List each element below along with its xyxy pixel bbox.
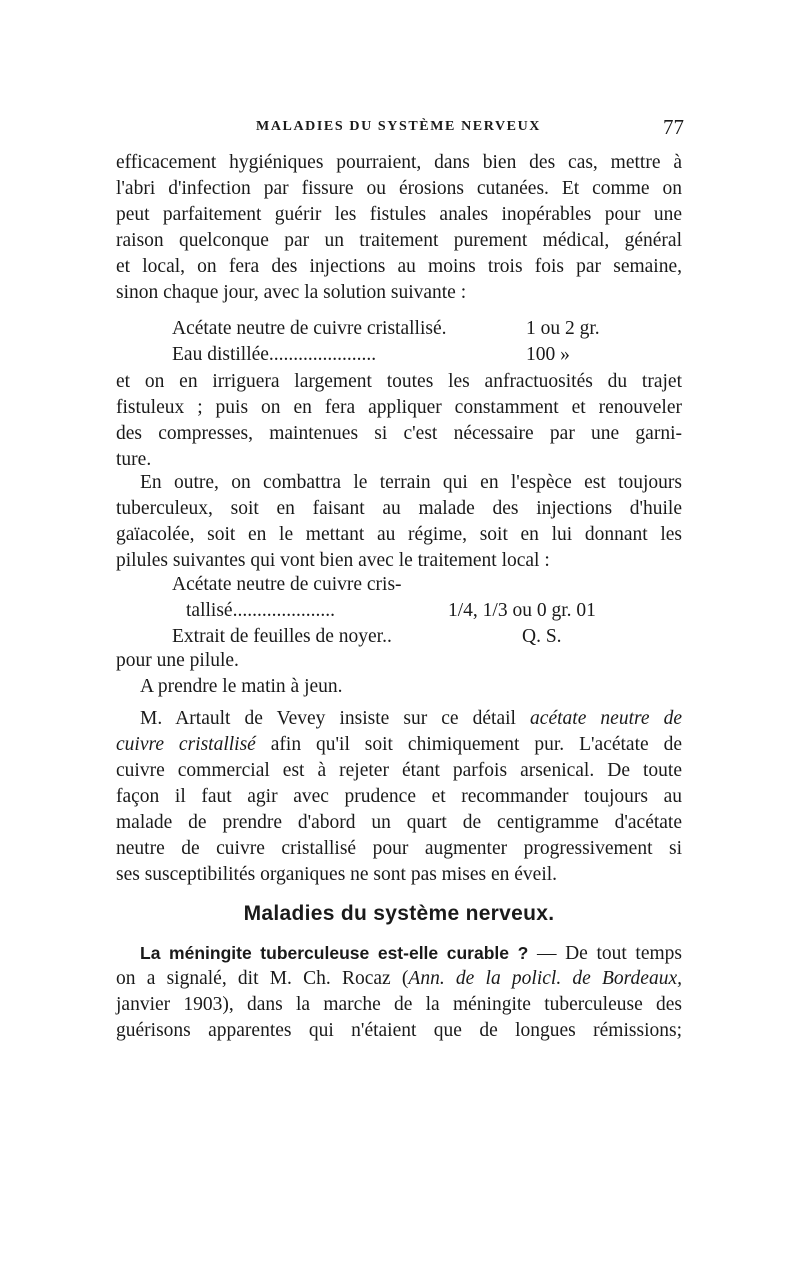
paragraph-dosage-time <box>140 674 540 700</box>
prescription-row <box>172 342 692 368</box>
text-segment: M. Artault de Vevey insiste sur ce détail <box>140 708 516 729</box>
prescription-row <box>172 316 692 342</box>
text-line: sinon chaque jour, avec la solution suivante : <box>116 282 467 303</box>
running-head: MALADIES DU SYSTÈME NERVEUX <box>256 119 542 134</box>
text-line: pilules suivantes qui vont bien avec le traitement local : <box>116 550 550 571</box>
text-line: ture. <box>116 449 152 470</box>
text-line: malade de prendre d'abord un quart de centigramme d'acétate <box>116 812 682 833</box>
text-segment: afin qu'il soit chimiquement pur. L'acétate de <box>270 734 682 755</box>
prescription-solution <box>172 316 692 368</box>
ingredient-name: Extrait de feuilles de noyer.. <box>172 626 392 647</box>
italic-term: cuivre cristallisé <box>116 734 256 755</box>
text-line: A prendre le matin à jeun. <box>140 676 343 697</box>
text-line: et local, on fera des injections au moins trois fois par semaine, <box>116 256 682 277</box>
prescription-row <box>172 624 692 650</box>
text-line: neutre de cuivre cristallisé pour augmenter progressivement si <box>116 838 682 859</box>
text-line: ses susceptibilités organiques ne sont pas mises en éveil. <box>116 864 558 885</box>
prescription-row <box>172 572 692 598</box>
text-line <box>116 732 682 758</box>
text-line: façon il faut agir avec prudence et recommander toujours au <box>116 786 682 807</box>
ingredient-name: Acétate neutre de cuivre cristallisé. <box>172 318 447 339</box>
ingredient-dose: 100 » <box>526 344 570 365</box>
text-line: cuivre commercial est à rejeter étant parfois arsenical. De toute <box>116 760 682 781</box>
ingredient-dose: 1/4, 1/3 ou 0 gr. 01 <box>448 600 596 621</box>
text-line <box>116 706 682 732</box>
ingredient-dose: Q. S. <box>522 626 562 647</box>
prescription-pills <box>172 572 692 650</box>
prescription-row <box>172 598 692 624</box>
text-line: peut parfaitement guérir les fistules anales inopérables pour une <box>116 204 682 225</box>
paragraph-pill-note <box>116 648 682 674</box>
paragraph-terrain <box>116 470 682 574</box>
text-line <box>116 940 682 966</box>
paragraph-artault <box>116 706 682 888</box>
text-line: guérisons apparentes qui n'étaient que de longues rémissions; <box>116 1020 682 1041</box>
text-segment: on a signalé, dit M. Ch. Rocaz ( <box>116 968 409 989</box>
page-header <box>116 117 684 141</box>
text-line: efficacement hygiéniques pourraient, dans bien des cas, mettre à <box>116 152 682 173</box>
text-line <box>116 966 682 992</box>
text-line: janvier 1903), dans la marche de la méningite tuberculeuse des <box>116 994 682 1015</box>
ingredient-name: Eau distillée...................... <box>172 344 377 365</box>
paragraph-irrigation <box>116 369 682 473</box>
text-line: raison quelconque par un traitement purement médical, général <box>116 230 682 251</box>
text-line: tuberculeux, soit en faisant au malade des injections d'huile <box>116 498 682 519</box>
italic-citation: Ann. de la policl. de Bordeaux, <box>408 968 682 989</box>
page-number: 77 <box>663 115 684 139</box>
text-line: et on en irriguera largement toutes les anfractuosités du trajet <box>116 371 682 392</box>
text-line: gaïacolée, soit en le mettant au régime, soit en lui donnant les <box>116 524 682 545</box>
text-line: des compresses, maintenues si c'est nécessaire par une garni- <box>116 423 682 444</box>
text-line: pour une pilule. <box>116 650 239 671</box>
section-heading: Maladies du système nerveux. <box>243 902 555 925</box>
bold-lead: La méningite tuberculeuse est-elle curable ? <box>140 943 529 963</box>
text-line: l'abri d'infection par fissure ou érosions cutanées. Et comme on <box>116 178 682 199</box>
text-segment: — De tout temps <box>536 943 683 964</box>
paragraph-meningitis <box>116 940 682 1044</box>
ingredient-name: tallisé..................... <box>186 600 335 621</box>
text-line: En outre, on combattra le terrain qui en l'espèce est toujours <box>140 472 682 493</box>
ingredient-dose: 1 ou 2 gr. <box>526 318 600 339</box>
paragraph-fistula-treatment <box>116 150 682 306</box>
text-line: fistuleux ; puis on en fera appliquer constamment et renouveler <box>116 397 682 418</box>
italic-term: acétate neutre de <box>530 708 682 729</box>
ingredient-name: Acétate neutre de cuivre cris- <box>172 574 402 595</box>
